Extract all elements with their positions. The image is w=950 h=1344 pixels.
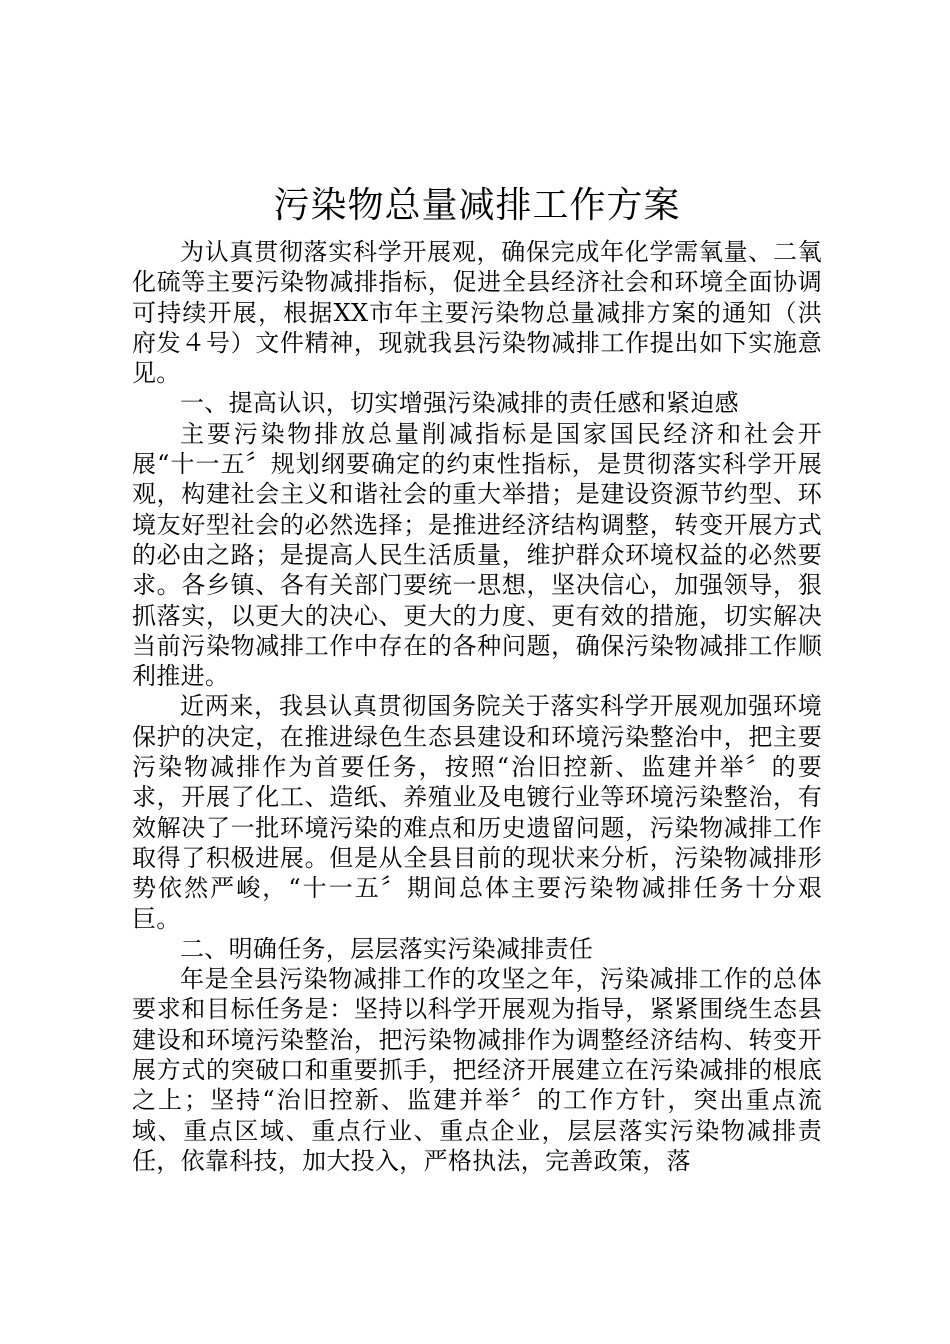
intro-paragraph: 为认真贯彻落实科学开展观，确保完成年化学需氧量、二氧化硫等主要污染物减排指标，促进全县经济社会和环境全面协调可持续开展，根据XX市年主要污染物总量减排方案的通知（洪府发４号）文件精神，现就我县污染物减排工作提出如下实施意见。 <box>132 238 822 388</box>
document-title: 污染物总量减排工作方案 <box>273 185 681 226</box>
section-heading-1: 一、提高认识，切实增强污染减排的责任感和紧迫感 <box>180 389 739 418</box>
section-heading-2: 二、明确任务，层层落实污染减排责任 <box>180 934 594 963</box>
body-paragraph: 近两来，我县认真贯彻国务院关于落实科学开展观加强环境保护的决定，在推进绿色生态县建设和环境污染整治中，把主要污染物减排作为首要任务，按照“治旧控新、监建并举〞的要求，开展了化工、造纸、养殖业及电镀行业等环境污染整治，有效解决了一批环境污染的难点和历史遗留问题，污染物减排工作取得了积极进展。但是从全县目前的现状来分析，污染物减排形势依然严峻，“十一五〞期间总体主要污染物减排任务十分艰巨。 <box>132 692 822 933</box>
body-paragraph: 主要污染物排放总量削减指标是国家国民经济和社会开展“十一五〞规划纲要确定的约束性指标，是贯彻落实科学开展观，构建社会主义和谐社会的重大举措；是建设资源节约型、环境友好型社会的必然选择；是推进经济结构调整，转变开展方式的必由之路；是提高人民生活质量，维护群众环境权益的必然要求。各乡镇、各有关部门要统一思想，坚决信心，加强领导，狠抓落实，以更大的决心、更大的力度、更有效的措施，切实解决当前污染物减排工作中存在的各种问题，确保污染物减排工作顺利推进。 <box>132 419 822 691</box>
body-paragraph: 年是全县污染物减排工作的攻坚之年，污染减排工作的总体要求和目标任务是：坚持以科学开展观为指导，紧紧围绕生态县建设和环境污染整治，把污染物减排作为调整经济结构、转变开展方式的突破口和重要抓手，把经济开展建立在污染减排的根底之上；坚持“治旧控新、监建并举〞的工作方针，突出重点流域、重点区域、重点行业、重点企业，层层落实污染物减排责任，依靠科技，加大投入，严格执法，完善政策，落 <box>132 965 822 1175</box>
document-page <box>132 180 822 1176</box>
